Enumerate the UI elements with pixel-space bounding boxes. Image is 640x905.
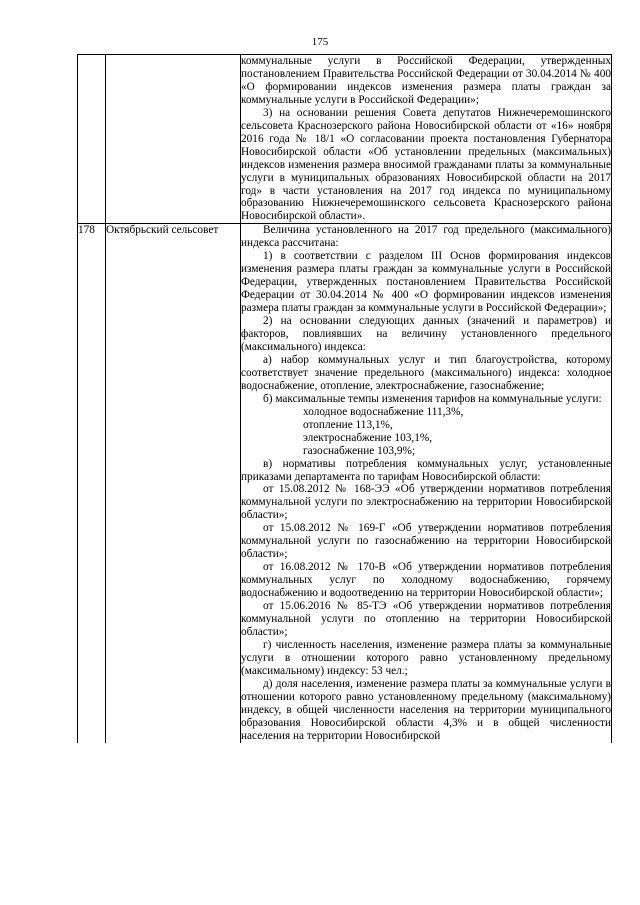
description-cell [241,224,612,743]
tariff-list-item: холодное водоснабжение 111,3%, [303,405,464,418]
table-row-continued [78,55,612,224]
tariff-list-item: газоснабжение 103,9%; [303,444,416,457]
paragraph: Величина установленного на 2017 год предельного (максимального) индекса рассчитана: [241,224,611,250]
tariff-list-item: электроснабжение 103,1%, [303,431,433,444]
row-number-cell: 178 [78,224,106,743]
paragraph: в) нормативы потребления коммунальных услуг, установленные приказами департамента по тарифам Новосибирской области: [241,457,611,483]
paragraph: от 15.08.2012 № 169-Г «Об утверждении нормативов потребления коммунальной услуги по газоснабжению на территории Новосибирской области»; [241,522,611,561]
tariff-list-item: отопление 113,1%, [303,418,393,431]
paragraph: 1) в соответствии с разделом III Основ формирования индексов изменения размера платы граждан за коммунальные услуги в Российской Федерации, утвержденных постановлением Правительства Российской Федерации от 30.04.2014 № 400 «О формировании индексов изменения размера платы граждан за коммунальные услуги в Российской Федерации»; [241,250,611,315]
paragraph: д) доля населения, изменение размера платы за коммунальные услуги в отношении которого равно установленному предельному (максимальному) индексу, в общей численности населения на территории муниципального образования Новосибирской области 4,3% и в общей численности населения на территории Новосибирской [241,677,611,742]
paragraph: 3) на основании решения Совета депутатов Нижнечеремошинского сельсовета Краснозерского района Новосибирской области от «16» ноября 2016 года № 18/1 «О согласовании проекта постановления Губернатора Новосибирской области «Об установлении предельных (максимальных) индексов изменения размера вносимой гражданами платы за коммунальные услуги в муниципальных образованиях Новосибирской области на 2017 год» в части установления на 2017 год индекса по муниципальному образованию Нижнечеремошинского сельсовета Краснозерского района Новосибирской области». [241,106,611,223]
municipality-name-cell: Октябрьский сельсовет [106,224,241,743]
paragraph: г) численность населения, изменение размера платы за коммунальные услуги в отношении которого равно установленному предельному (максимальному) индексу: 53 чел.; [241,638,611,677]
document-table [77,54,612,743]
paragraph: от 15.06.2016 № 85-ТЭ «Об утверждении нормативов потребления коммунальной услуги по отоплению на территории Новосибирской области»; [241,600,611,638]
paragraph: б) максимальные темпы изменения тарифов на коммунальные услуги: [263,392,602,405]
paragraph: а) набор коммунальных услуг и тип благоустройства, которому соответствует значение предельного (максимального) индекса: холодное водоснабжение, отопление, электроснабжение, газоснабжение; [241,353,611,392]
page-number: 175 [311,36,329,48]
paragraph: коммунальные услуги в Российской Федерации, утвержденных постановлением Правительства Российской Федерации от 30.04.2014 № 400 «О формировании индексов изменения размера платы граждан за коммунальные услуги в Российской Федерации»; [241,55,611,106]
description-cell [241,55,612,224]
paragraph: от 15.08.2012 № 168-ЭЭ «Об утверждении нормативов потребления коммунальной услуги по электроснабжению на территории Новосибирской области»; [241,483,611,522]
municipality-name-cell [106,55,241,224]
row-number-cell [78,55,106,224]
paragraph: от 16.08.2012 № 170-В «Об утверждении нормативов потребления коммунальных услуг по холодному водоснабжению, горячему водоснабжению и водоотведению на территории Новосибирской области»; [241,561,611,600]
paragraph: 2) на основании следующих данных (значений и параметров) и факторов, повлиявших на величину установленного предельного (максимального) индекса: [241,315,611,353]
table-row-178 [78,224,612,743]
